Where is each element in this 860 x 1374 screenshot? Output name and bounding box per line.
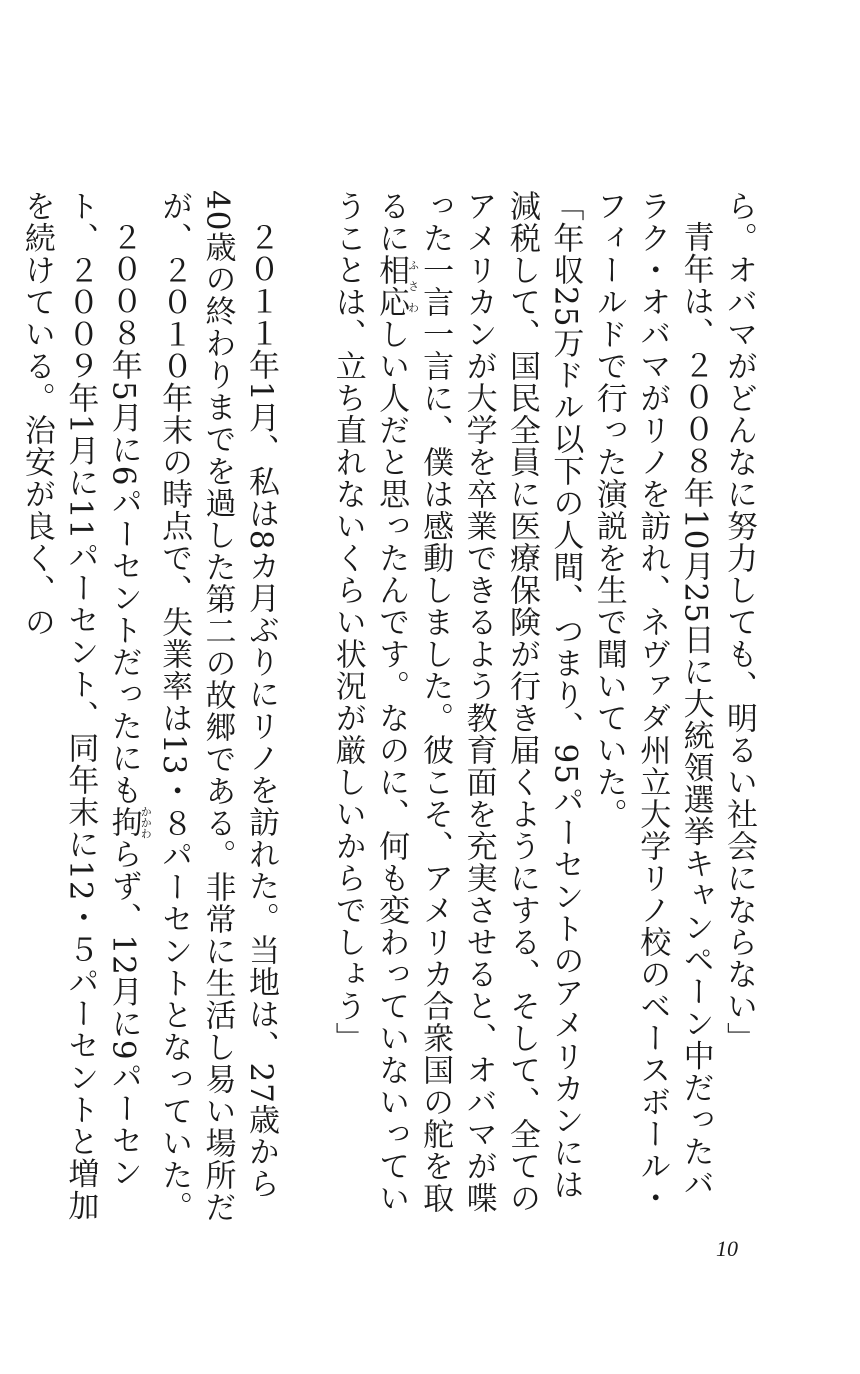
paragraph-text: 「年収25万ドル以下の人間、つまり、95パーセントのアメリカンには減税して、国民全員に医療保険が行き届くようにする、そして、全てのアメリカンが大学を卒業できるよう教育面を充実させると、オバマが喋った一言一言に、僕は感動しました。彼こそ、アメリカ合衆国の舵を取るに bbox=[373, 190, 584, 1214]
ruby-base: 相応 bbox=[373, 254, 410, 318]
ruby-annotation bbox=[105, 805, 153, 839]
page-number: 10 bbox=[716, 1236, 738, 1261]
paragraph-text: 青年は、２００８年10月25日に大統領選挙キャンペーン中だったバラク・オバマがリノを訪れ、ネヴァダ州立大学リノ校のベースボール・フィールドで行った演説を生で聞いていた。 bbox=[590, 190, 714, 1214]
paragraph-visit bbox=[152, 190, 282, 1230]
section-break bbox=[282, 190, 325, 1230]
paragraph-text: しい人だと思ったんです。なのに、何も変わっていないっていうことは、立ち直れないくらい状況が厳しいからでしょう」 bbox=[329, 190, 410, 1214]
body-text bbox=[18, 190, 760, 1230]
paragraph-unemployment bbox=[15, 190, 152, 1230]
paragraph-text: ら。オバマがどんなに努力しても、明るい社会にならない」 bbox=[721, 190, 757, 1054]
paragraph-quote bbox=[325, 190, 586, 1230]
ruby-reading: ふさわ bbox=[406, 254, 420, 318]
paragraph-text: らず、12月に9パーセント、２００９年1月に11パーセント、同年末に12・５パーセントと増加を続けている。治安が良く、の bbox=[18, 190, 142, 1222]
ruby-reading: かかわ bbox=[139, 805, 153, 839]
ruby-base: 拘 bbox=[105, 805, 142, 839]
paragraph-continuation bbox=[717, 190, 760, 1230]
paragraph-young-man bbox=[586, 190, 716, 1230]
paragraph-text: ２００８年5月に6パーセントだったにも bbox=[105, 221, 142, 807]
ruby-annotation bbox=[373, 254, 420, 318]
paragraph-text: ２０１１年1月、私は8カ月ぶりにリノを訪れた。当地は、27歳から40歳の終わりまでを過した第二の故郷である。非常に生活し易い場所だが、２０１０年末の時点で、失業率は13・８パーセントとなっていた。 bbox=[156, 190, 279, 1224]
